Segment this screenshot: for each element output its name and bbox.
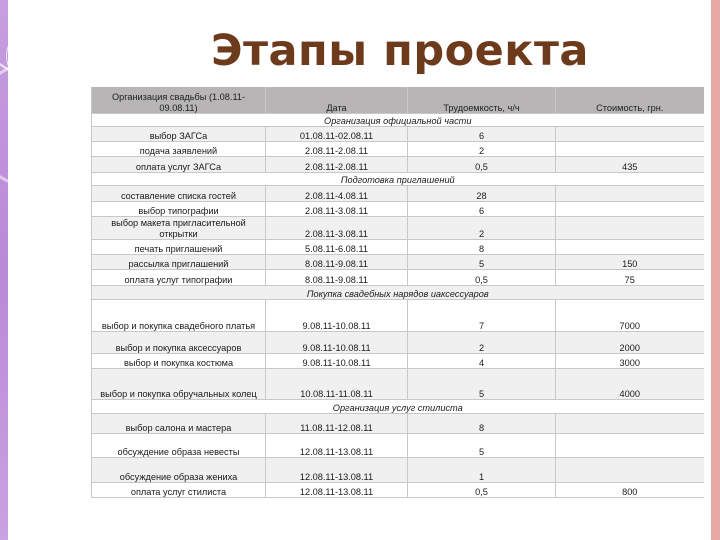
date-cell: 5.08.11-6.08.11 <box>266 240 408 255</box>
cost-cell: 75 <box>556 270 704 286</box>
table-row <box>92 157 704 173</box>
header-effort: Трудоемкость, ч/ч <box>408 87 556 114</box>
effort-cell: 8 <box>408 414 556 434</box>
table-row <box>92 483 704 498</box>
date-cell: 8.08.11-9.08.11 <box>266 270 408 286</box>
date-cell: 9.08.11-10.08.11 <box>266 300 408 332</box>
header-cost: Стоимость, грн. <box>556 87 704 114</box>
project-stages-table <box>91 87 704 498</box>
date-cell: 01.08.11-02.08.11 <box>266 127 408 142</box>
task-cell: выбор и покупка обручальных колец <box>92 369 266 400</box>
cost-cell: 800 <box>556 483 704 498</box>
date-cell: 9.08.11-10.08.11 <box>266 354 408 369</box>
task-cell: рассылка приглашений <box>92 255 266 270</box>
effort-cell: 1 <box>408 458 556 483</box>
date-cell: 2.08.11-3.08.11 <box>266 202 408 217</box>
section-row <box>92 173 704 186</box>
task-cell: составление списка гостей <box>92 186 266 202</box>
cost-cell: 435 <box>556 157 704 173</box>
date-cell: 10.08.11-11.08.11 <box>266 369 408 400</box>
table-row <box>92 186 704 202</box>
header-date: Дата <box>266 87 408 114</box>
task-cell: обсуждение образа жениха <box>92 458 266 483</box>
cost-cell <box>556 127 704 142</box>
cost-cell: 150 <box>556 255 704 270</box>
cost-cell <box>556 434 704 458</box>
table-row <box>92 255 704 270</box>
table-row <box>92 240 704 255</box>
table-row <box>92 414 704 434</box>
task-cell: выбор и покупка свадебного платья <box>92 300 266 332</box>
task-cell: выбор ЗАГСа <box>92 127 266 142</box>
cost-cell <box>556 142 704 157</box>
effort-cell: 8 <box>408 240 556 255</box>
section-title: Подготовка приглашений <box>92 173 704 186</box>
task-cell: выбор типографии <box>92 202 266 217</box>
cost-cell <box>556 202 704 217</box>
cost-cell <box>556 240 704 255</box>
section-row <box>92 114 704 127</box>
table-row <box>92 354 704 369</box>
cost-cell: 3000 <box>556 354 704 369</box>
date-cell: 12.08.11-13.08.11 <box>266 458 408 483</box>
table-row <box>92 369 704 400</box>
table-header-row <box>92 87 704 114</box>
task-cell: выбор салона и мастера <box>92 414 266 434</box>
effort-cell: 0,5 <box>408 483 556 498</box>
section-row <box>92 286 704 300</box>
cost-cell <box>556 458 704 483</box>
task-cell: выбор и покупка костюма <box>92 354 266 369</box>
table-row <box>92 202 704 217</box>
effort-cell: 5 <box>408 369 556 400</box>
table-body <box>92 114 704 498</box>
section-title: Организация услуг стилиста <box>92 400 704 414</box>
slide-title: Этапы проекта <box>211 26 589 76</box>
date-cell: 8.08.11-9.08.11 <box>266 255 408 270</box>
cost-cell: 7000 <box>556 300 704 332</box>
effort-cell: 4 <box>408 354 556 369</box>
effort-cell: 6 <box>408 127 556 142</box>
date-cell: 11.08.11-12.08.11 <box>266 414 408 434</box>
task-cell: оплата услуг типографии <box>92 270 266 286</box>
cost-cell <box>556 414 704 434</box>
effort-cell: 2 <box>408 332 556 354</box>
date-cell: 12.08.11-13.08.11 <box>266 434 408 458</box>
table-row <box>92 434 704 458</box>
date-cell: 9.08.11-10.08.11 <box>266 332 408 354</box>
cost-cell: 2000 <box>556 332 704 354</box>
effort-cell: 2 <box>408 217 556 240</box>
task-cell: обсуждение образа невесты <box>92 434 266 458</box>
task-cell: печать приглашений <box>92 240 266 255</box>
task-cell: оплата услуг ЗАГСа <box>92 157 266 173</box>
date-cell: 2.08.11-3.08.11 <box>266 217 408 240</box>
effort-cell: 5 <box>408 434 556 458</box>
table-row <box>92 458 704 483</box>
effort-cell: 0,5 <box>408 157 556 173</box>
table-row <box>92 142 704 157</box>
table-row <box>92 127 704 142</box>
effort-cell: 5 <box>408 255 556 270</box>
table-row <box>92 300 704 332</box>
table-row <box>92 217 704 240</box>
task-cell: подача заявлений <box>92 142 266 157</box>
task-cell: оплата услуг стилиста <box>92 483 266 498</box>
effort-cell: 28 <box>408 186 556 202</box>
cost-cell <box>556 217 704 240</box>
section-title: Организация официальной части <box>92 114 704 127</box>
effort-cell: 0,5 <box>408 270 556 286</box>
date-cell: 2.08.11-4.08.11 <box>266 186 408 202</box>
header-task: Организация свадьбы (1.08.11-09.08.11) <box>92 87 266 114</box>
date-cell: 2.08.11-2.08.11 <box>266 142 408 157</box>
cost-cell <box>556 186 704 202</box>
effort-cell: 7 <box>408 300 556 332</box>
section-title: Покупка свадебных нарядов иаксессуаров <box>92 286 704 300</box>
effort-cell: 2 <box>408 142 556 157</box>
cost-cell: 4000 <box>556 369 704 400</box>
table-row <box>92 270 704 286</box>
date-cell: 12.08.11-13.08.11 <box>266 483 408 498</box>
task-cell: выбор и покупка аксессуаров <box>92 332 266 354</box>
table-row <box>92 332 704 354</box>
section-row <box>92 400 704 414</box>
date-cell: 2.08.11-2.08.11 <box>266 157 408 173</box>
effort-cell: 6 <box>408 202 556 217</box>
task-cell: выбор макета пригласительной открытки <box>92 217 266 240</box>
